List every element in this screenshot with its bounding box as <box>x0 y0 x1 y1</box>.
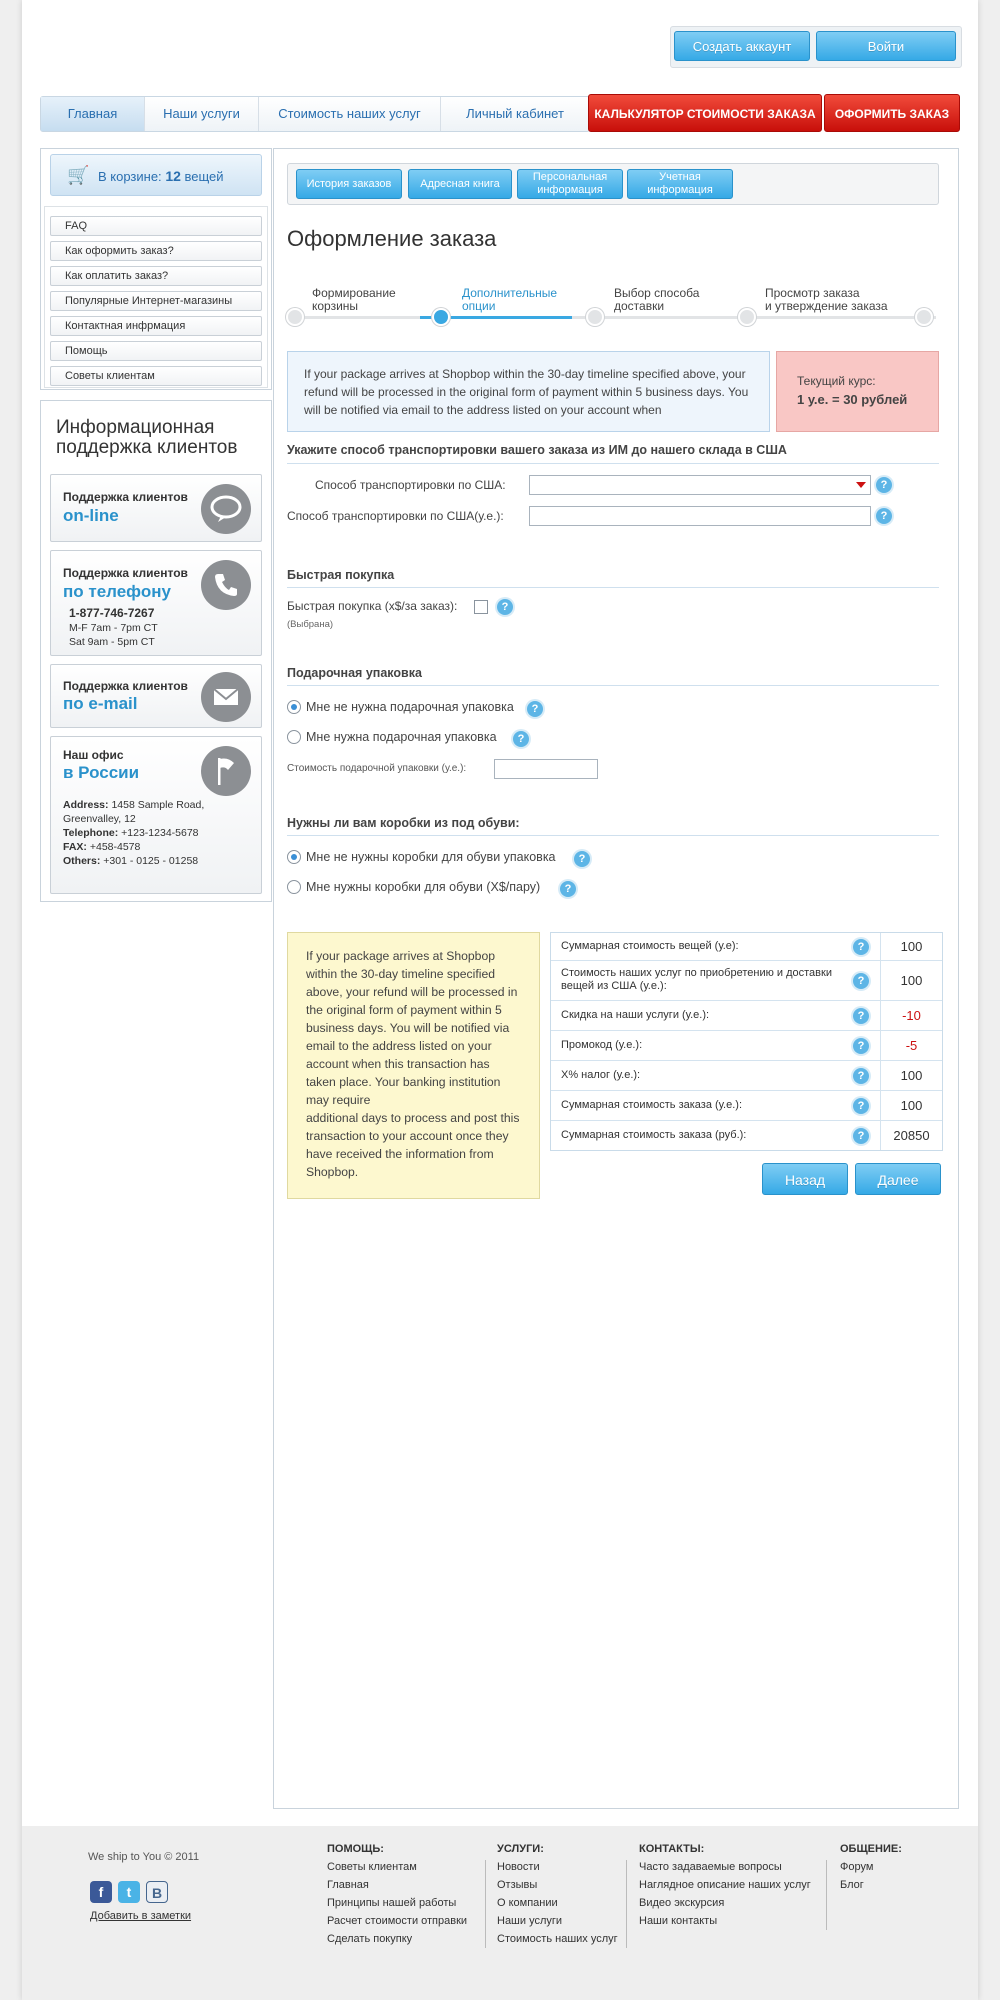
step-label-delivery: Выбор способа доставки <box>614 286 700 313</box>
support-email-card[interactable]: Поддержка клиентов по e-mail <box>50 664 262 728</box>
step-label-options: Дополнительные опции <box>462 286 557 313</box>
help-icon[interactable]: ? <box>853 1008 869 1024</box>
footer: We ship to You © 2011 f t В Добавить в заметки ПОМОЩЬ: Советы клиентам Главная Принципы нашей работы Расчет стоимости отправки Сделать покупку УСЛУГИ: Новости Отзывы О компании Наши услуги Стоимость наших услуг КОНТАКТЫ: Часто задаваемые вопросы Наглядное описание наших услуг Видео экскурсия Наши контакты ОБЩЕНИЕ: Форум Блог <box>22 1826 978 2000</box>
steps-track <box>294 316 936 319</box>
vkontakte-icon[interactable]: В <box>146 1881 168 1903</box>
step-dot-1 <box>286 308 304 326</box>
order-button[interactable]: ОФОРМИТЬ ЗАКАЗ <box>824 94 960 132</box>
exchange-rate-box: Текущий курс: 1 у.е. = 30 рублей <box>776 351 939 432</box>
gift-yes-radio[interactable] <box>287 730 301 744</box>
gift-cost-input[interactable] <box>494 759 598 779</box>
gift-no-radio[interactable] <box>287 700 301 714</box>
cart-prefix: В корзине: <box>98 169 162 184</box>
facebook-icon[interactable]: f <box>90 1881 112 1903</box>
twitter-icon[interactable]: t <box>118 1881 140 1903</box>
cart-icon: 🛒 <box>67 165 90 185</box>
step-dot-5 <box>915 308 933 326</box>
sidebar-item-contacts[interactable]: Контактная инфрмация <box>50 316 262 336</box>
sidebar-item-faq[interactable]: FAQ <box>50 216 262 236</box>
boxes-no-radio[interactable] <box>287 850 301 864</box>
phone-number: 1-877-746-7267 <box>69 606 155 620</box>
sidebar-item-how-pay[interactable]: Как оплатить заказ? <box>50 266 262 286</box>
table-row: Суммарная стоимость заказа (руб.): ? 20850 <box>551 1121 942 1150</box>
gift-section-title: Подарочная упаковка <box>287 666 422 680</box>
support-title: Информационная поддержка клиентов <box>56 417 238 458</box>
help-icon[interactable]: ? <box>574 851 590 867</box>
next-button[interactable]: Далее <box>855 1163 941 1195</box>
table-row: Скидка на наши услуги (у.е.): ? -10 <box>551 1001 942 1031</box>
shipping-section-title: Укажите способ транспортировки вашего заказа из ИМ до нашего склада в США <box>287 443 787 457</box>
calculator-button[interactable]: КАЛЬКУЛЯТОР СТОИМОСТИ ЗАКАЗА <box>588 94 822 132</box>
help-icon[interactable]: ? <box>853 1128 869 1144</box>
nav-item-prices[interactable]: Стоимость наших услуг <box>259 97 441 131</box>
sidebar-item-help[interactable]: Помощь <box>50 341 262 361</box>
info-notice: If your package arrives at Shopbop within the 30-day timeline specified above, your refund will be processed in the original form of payment within 5 business days. You will be notified via email to the address listed on your account when <box>287 351 770 432</box>
cart-count: 12 <box>165 168 181 184</box>
create-account-button[interactable]: Создать аккаунт <box>674 31 810 61</box>
nav-item-account[interactable]: Личный кабинет <box>466 106 564 121</box>
quick-section-title: Быстрая покупка <box>287 568 395 582</box>
phone-icon <box>201 560 251 610</box>
help-icon[interactable]: ? <box>853 1068 869 1084</box>
help-icon[interactable]: ? <box>853 1038 869 1054</box>
sidebar-item-how-order[interactable]: Как оформить заказ? <box>50 241 262 261</box>
page-sheet: Создать аккаунт Войти Главная Наши услуги Стоимость наших услуг Личный кабинет КАЛЬКУЛЯТОР СТОИМОСТИ ЗАКАЗА ОФОРМИТЬ ЗАКАЗ 🛒 В корзине: 12 вещей FAQ Как оформить заказ? Как оплатить заказ? Популярные Интернет-магазины Контактная инфрмация Помощь Советы клиентам Информационная поддержка клиентов Поддержка клиентов on-line Поддержка клиентов по телефону 1-877-746-7267 M-F 7am - 7pm CT Sat 9am - 5pm CT Поддержка клиентов по e-mail Наш офис в России Address: 1458 Sample Road, Greenvalley, 12 Telephone: +123-1234-5678 FAX: +458-4578 Others: +301 - 0125 - 01258 История заказов Адресная книга Персональная информация Учетная информация Оформление заказа Формирование корзины Дополнительные опции Выбор способа доставки Просмотр заказа и утверждение заказа If your package arrives at Shopbop within the 30-day timeline specified above, your refund will be processed in the original form of payment within 5 business days. You will be notified via email to the address listed on your account when Текущий курс: 1 у.е. = 30 рублей Укажите способ транспортировки вашего заказа из ИМ до нашего склада в США Способ транспортировки по США: ? Способ транспортировки по США(у.е.): ? Быстрая покупка Быстрая покупка (x$/за заказ): ? (Выбрана) Подарочная упаковка Мне не нужна подарочная упаковка ? Мне нужна подарочная упаковка ? Стоимость подарочной упаковки (у.е.): Нужны ли вам коробки из под обуви: Мне не нужны коробки для обуви упаковка ? Мне нужны коробки для обуви (X$/пару) ? If your package arrives at Shopbop within the 30-day timeline specified above, your refund will be processed in the original form of payment within 5 business days. You will be notified via email to the address listed on your account when this transaction has taken place. Your banking institution may require additional days to process and post this transaction to your account once they have received the information from Shopbop. Суммарная стоимость вещей (у.е): ? 100 Стоимость наших услуг по приобретению и доставки вещей из США (у.е.): ? 100 Скидка на наши услуги (у.е.): ? -10 Промокод (у.е.): ? -5 X% налог (у.е.): ? 100 Суммарная стоимость заказа (у.е.): ? 100 Суммарная стоимость заказа (руб.): ? 20850 Назад Далее We ship to You © 2011 f t В Добавить в заметки ПОМОЩЬ: Советы клиентам Главная Принципы нашей работы Расчет стоимости отправки Сделать покупку УСЛУГИ: Новости Отзывы О компании Наши услуги Стоимость наших услуг КОНТАКТЫ: Часто задаваемые вопросы Наглядное описание наших услуг Видео экскурсия Наши контакты ОБЩЕНИЕ: Форум Блог <box>22 0 978 2000</box>
copyright: We ship to You © 2011 <box>88 1851 200 1863</box>
help-icon[interactable]: ? <box>853 1098 869 1114</box>
flag-icon <box>201 746 251 796</box>
quick-purchase-checkbox[interactable] <box>474 600 488 614</box>
sidebar-item-shops[interactable]: Популярные Интернет-магазины <box>50 291 262 311</box>
step-dot-3 <box>586 308 604 326</box>
main-nav <box>40 96 590 132</box>
support-online-card[interactable]: Поддержка клиентов on-line <box>50 474 262 542</box>
nav-item-home[interactable]: Главная <box>41 97 145 131</box>
exchange-rate-value: 1 у.е. = 30 рублей <box>797 392 908 407</box>
tab-order-history[interactable]: История заказов <box>296 169 402 199</box>
help-icon[interactable]: ? <box>876 477 892 493</box>
cart-summary[interactable] <box>50 154 262 196</box>
sidebar-item-tips[interactable]: Советы клиентам <box>50 366 262 386</box>
help-icon[interactable]: ? <box>853 973 869 989</box>
help-icon[interactable]: ? <box>853 939 869 955</box>
help-icon[interactable]: ? <box>497 599 513 615</box>
order-totals-table <box>550 932 943 1151</box>
chat-bubble-icon <box>201 484 251 534</box>
shipping-cost-input[interactable] <box>529 506 871 526</box>
envelope-icon <box>201 672 251 722</box>
tab-account-info[interactable]: Учетная информация <box>627 169 733 199</box>
chevron-down-icon <box>856 482 866 488</box>
back-button[interactable]: Назад <box>762 1163 848 1195</box>
help-icon[interactable]: ? <box>560 881 576 897</box>
tab-address-book[interactable]: Адресная книга <box>408 169 512 199</box>
cart-suffix: вещей <box>184 169 224 184</box>
bookmark-link[interactable]: Добавить в заметки <box>90 1910 192 1922</box>
step-label-review: Просмотр заказа и утверждение заказа <box>765 286 888 313</box>
help-icon[interactable]: ? <box>513 731 529 747</box>
table-row: X% налог (у.е.): ? 100 <box>551 1061 942 1091</box>
table-row: Суммарная стоимость вещей (у.е): ? 100 <box>551 933 942 961</box>
table-row: Суммарная стоимость заказа (у.е.): ? 100 <box>551 1091 942 1121</box>
login-button[interactable]: Войти <box>816 31 956 61</box>
step-dot-2 <box>432 308 450 326</box>
step-dot-4 <box>738 308 756 326</box>
refund-notice: If your package arrives at Shopbop within the 30-day timeline specified above, your refund will be processed in the original form of payment within 5 business days. You will be notified via email to the address listed on your account when this transaction has taken place. Your banking institution may require additional days to process and post this transaction to your account once they have received the information from Shopbop. <box>287 932 540 1199</box>
shipping-method-select[interactable] <box>529 475 871 495</box>
office-card: Наш офис в России Address: 1458 Sample Road, Greenvalley, 12 Telephone: +123-1234-5678 FAX: +458-4578 Others: +301 - 0125 - 01258 <box>50 736 262 894</box>
nav-item-services[interactable]: Наши услуги <box>145 97 259 131</box>
support-phone-card[interactable]: Поддержка клиентов по телефону 1-877-746-7267 M-F 7am - 7pm CT Sat 9am - 5pm CT <box>50 550 262 656</box>
table-row: Промокод (у.е.): ? -5 <box>551 1031 942 1061</box>
step-label-cart: Формирование корзины <box>312 286 396 313</box>
tab-personal-info[interactable]: Персональная информация <box>517 169 623 199</box>
boxes-yes-radio[interactable] <box>287 880 301 894</box>
help-icon[interactable]: ? <box>527 701 543 717</box>
page-title: Оформление заказа <box>287 226 497 251</box>
boxes-section-title: Нужны ли вам коробки из под обуви: <box>287 816 520 830</box>
table-row: Стоимость наших услуг по приобретению и доставки вещей из США (у.е.): ? 100 <box>551 961 942 1001</box>
help-icon[interactable]: ? <box>876 508 892 524</box>
